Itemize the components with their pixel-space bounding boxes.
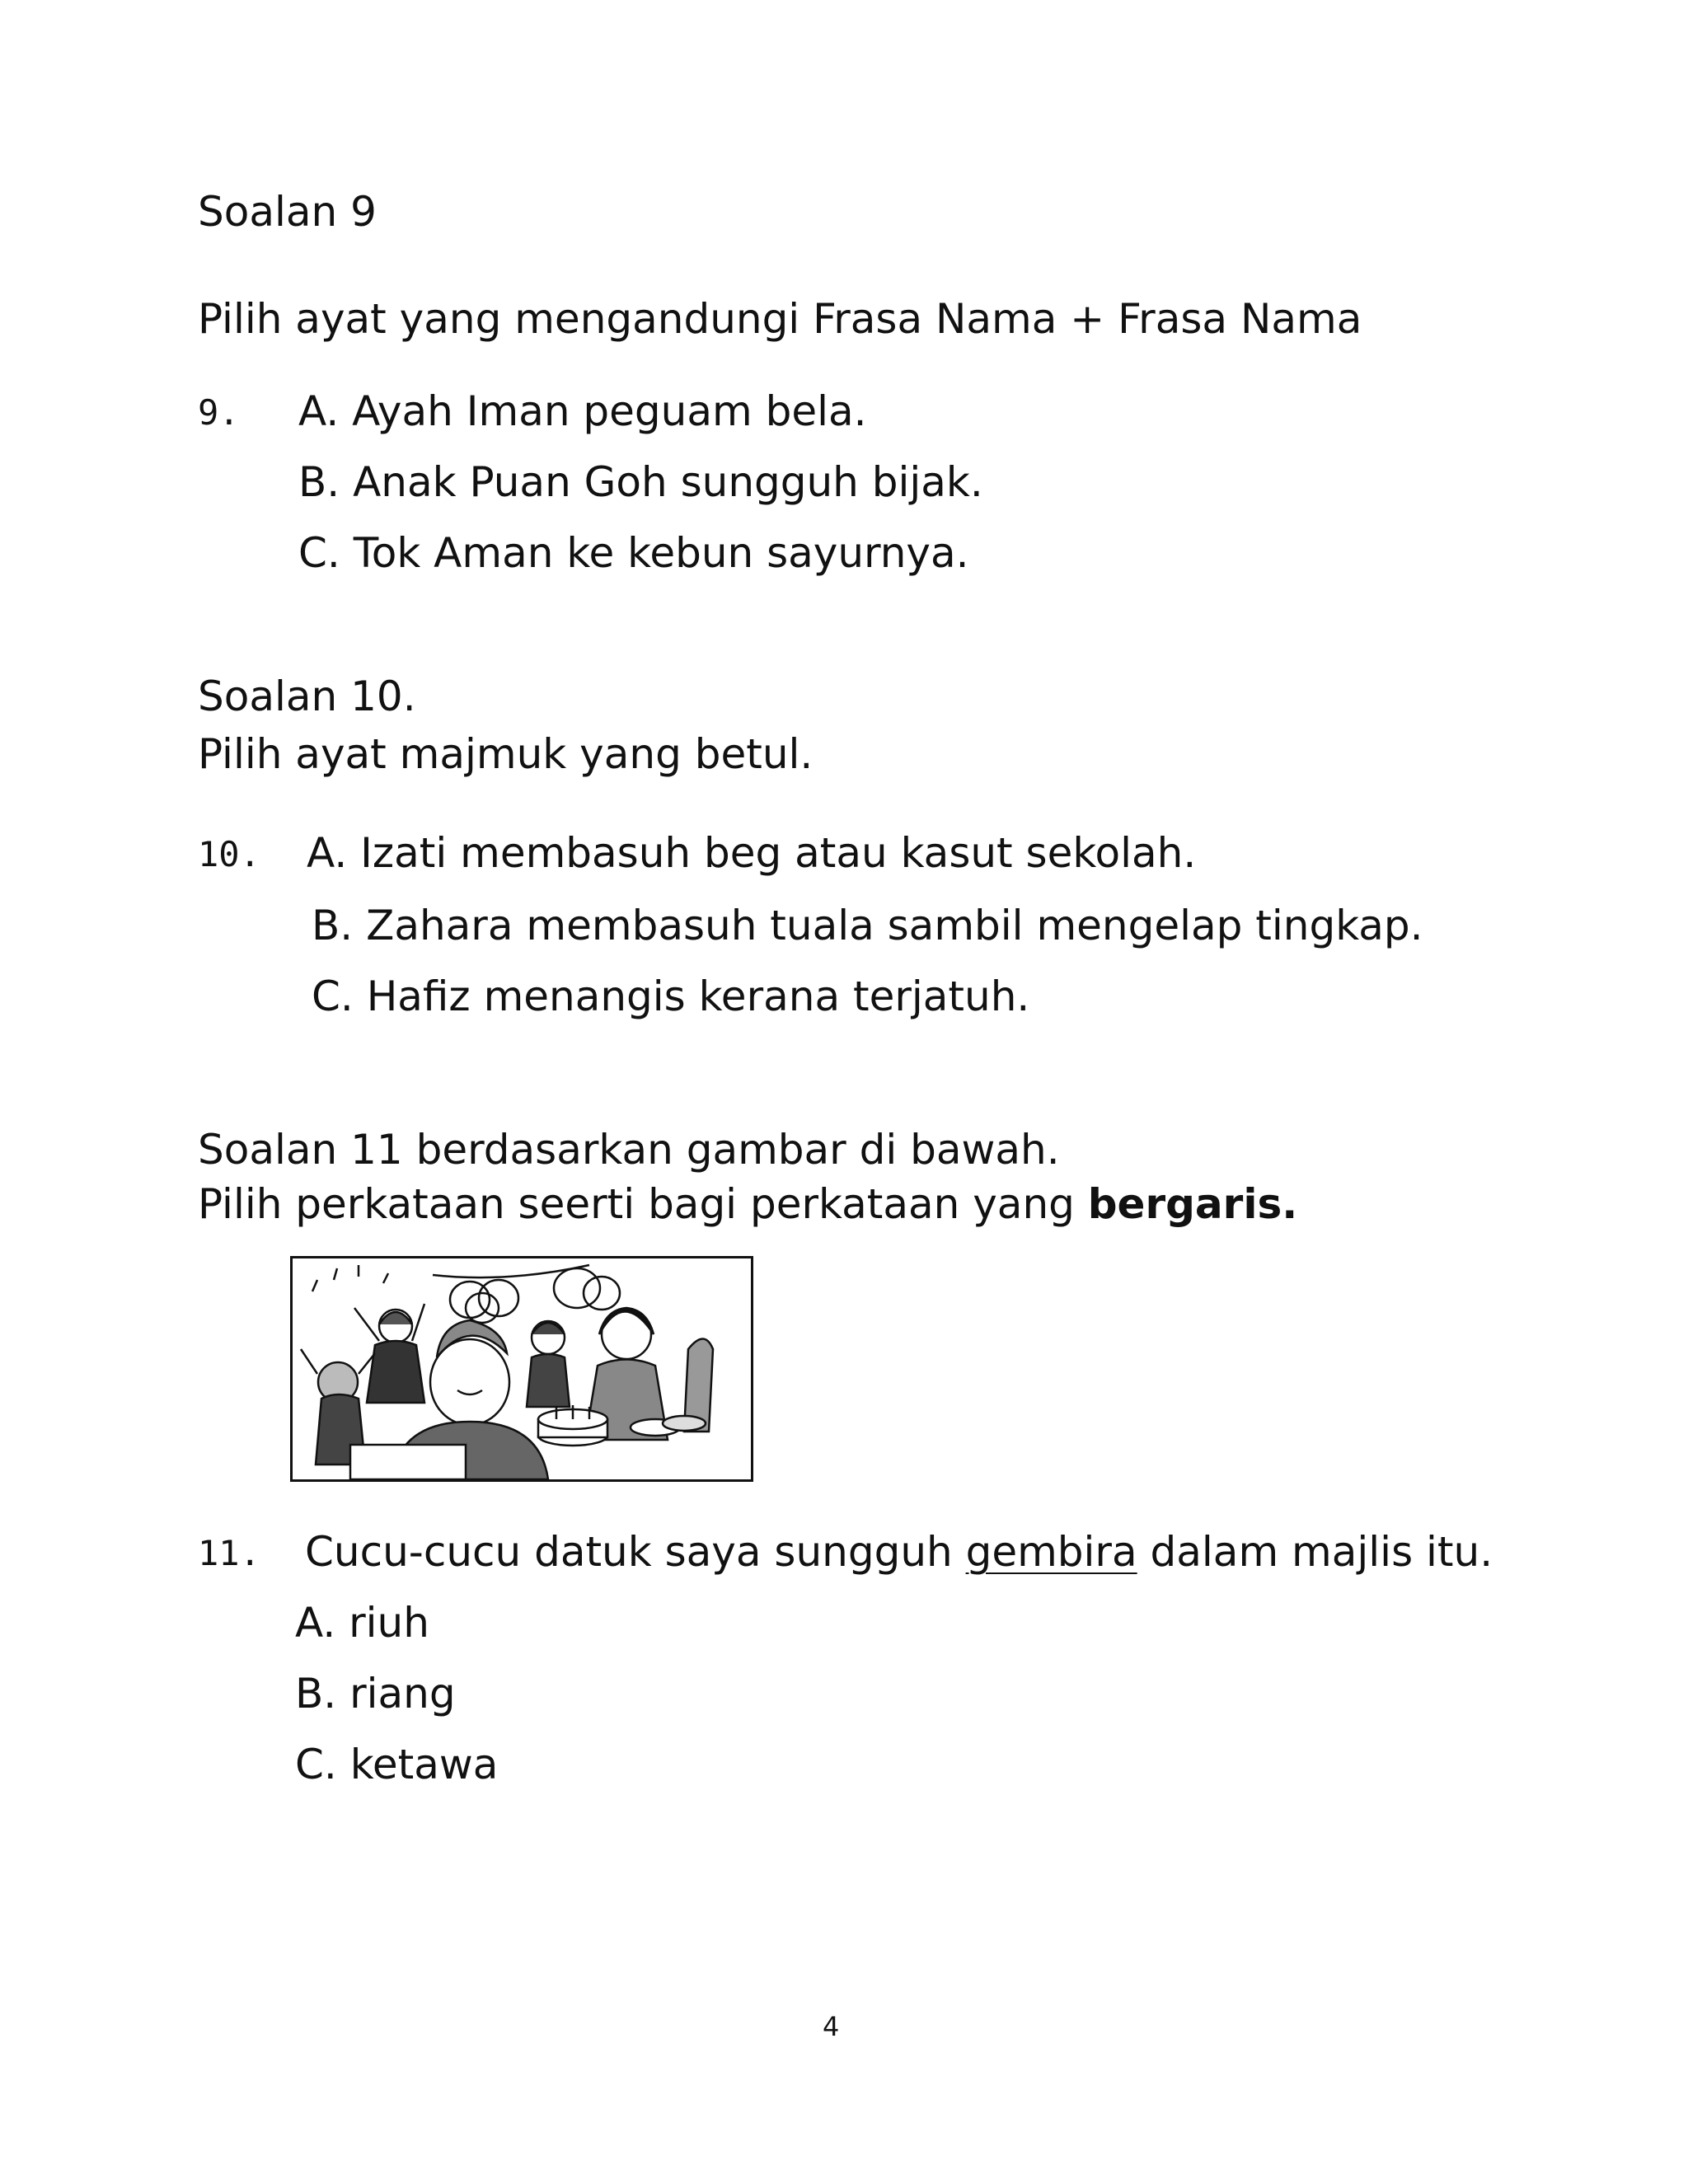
q10-option-a: A. Izati membasuh beg atau kasut sekolah. xyxy=(307,829,1197,877)
q11-option-b: B. riang xyxy=(295,1670,456,1718)
q9-option-c: C. Tok Aman ke kebun sayurnya. xyxy=(298,529,969,577)
q11-heading: Soalan 11 berdasarkan gambar di bawah. xyxy=(198,1126,1060,1174)
q10-option-b: B. Zahara membasuh tuala sambil mengelap tingkap. xyxy=(312,902,1423,949)
q9-instruction: Pilih ayat yang mengandungi Frasa Nama + Frasa Nama xyxy=(198,295,1362,343)
q11-option-c: C. ketawa xyxy=(295,1741,499,1788)
party-illustration xyxy=(290,1256,753,1482)
q11-sentence-end: dalam majlis itu. xyxy=(1137,1528,1493,1576)
q11-instruction-text: Pilih perkataan seerti bagi perkataan yang xyxy=(198,1180,1088,1228)
q11-sentence-start: Cucu-cucu datuk saya sungguh xyxy=(305,1528,966,1576)
q10-instruction: Pilih ayat majmuk yang betul. xyxy=(198,730,814,778)
q10-number: 10. xyxy=(198,834,260,874)
party-illustration-drawing xyxy=(293,1258,751,1479)
q10-heading: Soalan 10. xyxy=(198,673,416,720)
q11-instruction xyxy=(198,1180,1298,1228)
q11-option-a: A. riuh xyxy=(295,1599,429,1647)
q11-underlined-word: gembira xyxy=(965,1528,1137,1576)
q11-instruction-bold: bergaris. xyxy=(1087,1180,1298,1228)
q9-option-b: B. Anak Puan Goh sungguh bijak. xyxy=(298,458,983,506)
q11-sentence xyxy=(305,1528,1493,1576)
q9-heading: Soalan 9 xyxy=(198,188,377,236)
page-number: 4 xyxy=(823,2011,840,2042)
q9-option-a: A. Ayah Iman peguam bela. xyxy=(298,387,867,435)
q11-number: 11. xyxy=(198,1533,260,1573)
q9-number: 9. xyxy=(198,392,240,433)
q10-option-c: C. Hafiz menangis kerana terjatuh. xyxy=(312,972,1030,1020)
